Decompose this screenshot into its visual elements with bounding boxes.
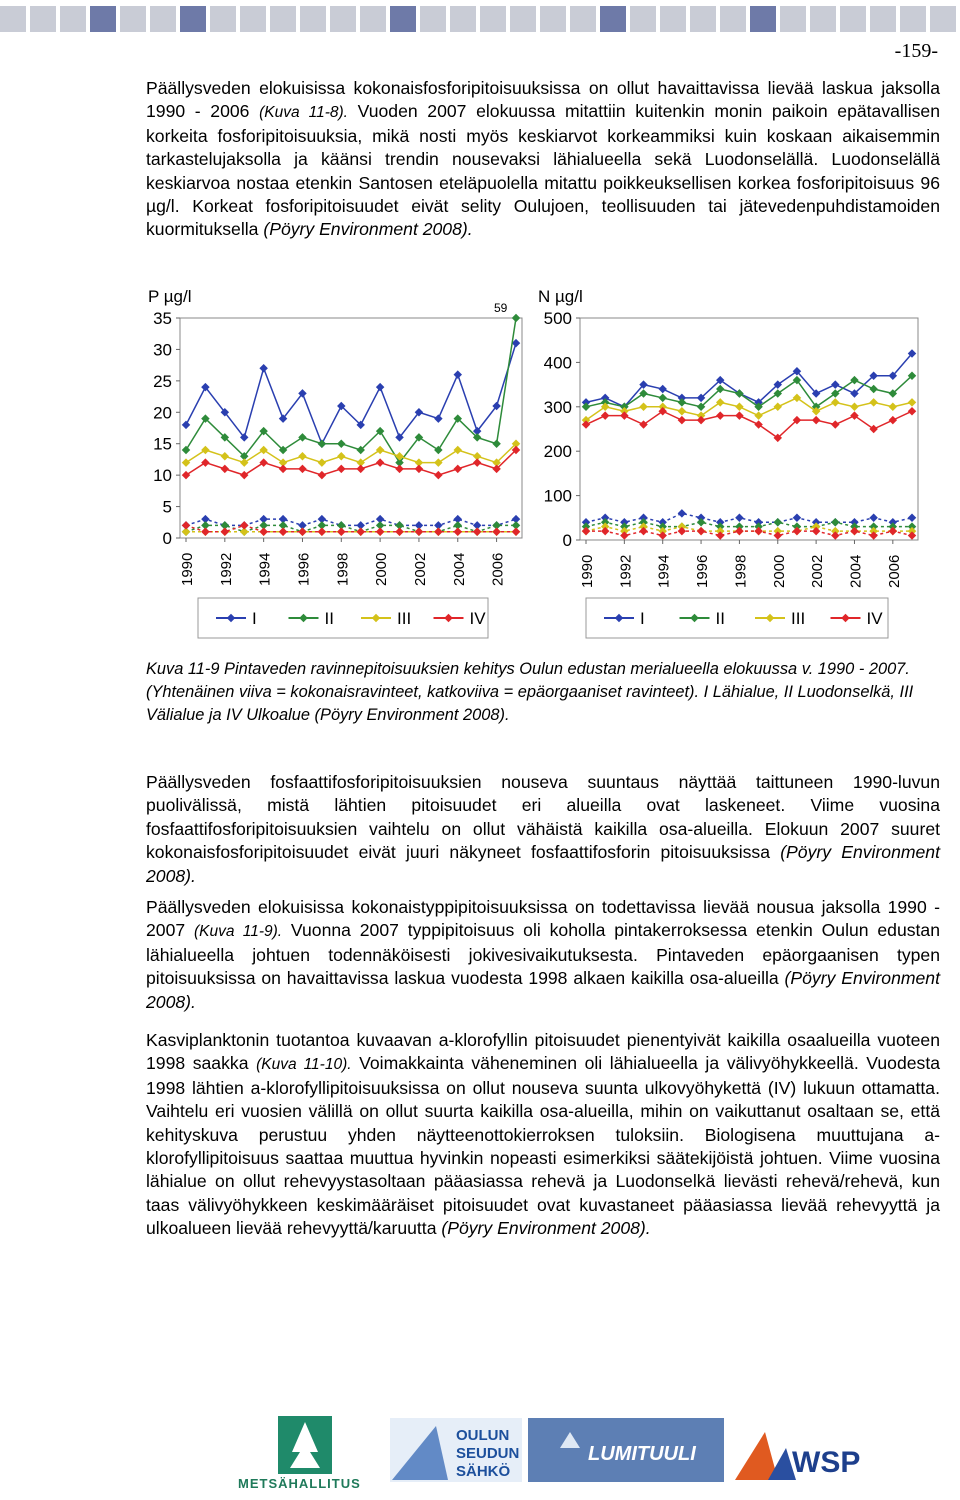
data-point xyxy=(434,458,442,466)
data-point xyxy=(697,416,705,424)
x-tick-label: 1994 xyxy=(655,554,673,588)
data-point xyxy=(182,521,190,529)
data-point xyxy=(793,527,801,535)
data-point xyxy=(356,465,364,473)
data-point xyxy=(908,398,916,406)
header-square xyxy=(120,6,146,32)
phosphorus-chart xyxy=(144,282,528,642)
x-tick-label: 1990 xyxy=(579,554,596,588)
header-square xyxy=(420,6,446,32)
data-point xyxy=(473,458,481,466)
legend-label-I: I xyxy=(640,609,645,628)
data-point xyxy=(754,527,762,535)
x-tick-label: 1996 xyxy=(694,554,712,588)
data-point xyxy=(601,411,609,419)
figure-reference: (Kuva 11-10). xyxy=(256,1056,352,1074)
data-point xyxy=(376,458,384,466)
data-point xyxy=(831,420,839,428)
header-square xyxy=(180,6,206,32)
data-point xyxy=(182,446,190,454)
header-square xyxy=(30,6,56,32)
data-point xyxy=(658,394,666,402)
data-point xyxy=(889,416,897,424)
paragraph-text: Vuonna 2007 typpipitoisuus oli koholla pintakerroksessa etenkin Oulun edustan lähialueella johtuen todennäköisesti jokivesivaikutuksesta. Pintaveden epäorgaanisen typen pitoisuuksissa on havaittavissa laskua vuodesta 1998 alkaen kaikilla osa-alueilla xyxy=(146,920,940,989)
header-square xyxy=(240,6,266,32)
data-point xyxy=(240,521,248,529)
data-point xyxy=(639,527,647,535)
header-square xyxy=(930,6,956,32)
header-square xyxy=(750,6,776,32)
y-tick-label: 15 xyxy=(153,434,172,454)
header-square xyxy=(60,6,86,32)
figure-reference: (Kuva 11-9). xyxy=(193,923,283,941)
data-point xyxy=(182,458,190,466)
dashed-series-line-IV xyxy=(586,531,912,535)
data-point xyxy=(298,433,306,441)
chart-annotation: 59 xyxy=(494,301,508,315)
header-square xyxy=(840,6,866,32)
data-point xyxy=(889,527,897,535)
data-point xyxy=(434,471,442,479)
data-point xyxy=(908,531,916,539)
data-point xyxy=(434,527,442,535)
data-point xyxy=(337,452,345,460)
header-square xyxy=(390,6,416,32)
chart-legend xyxy=(586,598,888,638)
data-point xyxy=(454,446,462,454)
page-number: -159- xyxy=(894,40,938,62)
legend-label-I: I xyxy=(252,609,257,628)
data-point xyxy=(678,509,686,517)
data-point xyxy=(850,527,858,535)
wsp-logo xyxy=(735,1432,860,1480)
data-point xyxy=(716,531,724,539)
data-point xyxy=(735,527,743,535)
header-square xyxy=(360,6,386,32)
oulun-word-2: SEUDUN xyxy=(456,1445,520,1462)
paragraph-text: Päällysveden fosfaattifosforipitoisuuksien nouseva suuntaus näyttää taittuneen 1990-luvun puolivälissä, mistä lähtien pitoisuudet eri alueilla ovat laskeneet. Viime vuosina fosfaattifosforipitoisuuksien vaihtelu on ollut vähäistä kaikilla osa-alueilla. Elokuun 2007 suuret kokonaisfosforipitoisuudet eivät juuri näkyneet fosfaattifosforin pitoisuuksissa xyxy=(146,772,940,863)
data-point xyxy=(376,446,384,454)
header-square xyxy=(570,6,596,32)
data-point xyxy=(434,414,442,422)
data-point xyxy=(415,527,423,535)
paragraph-text: Kasviplanktonin tuotantoa kuvaavan a-klorofyllin pitoisuudet pienentyivät kaikilla osaalueilla vuoteen 1998 saakka xyxy=(146,1030,940,1074)
data-point xyxy=(298,465,306,473)
data-point xyxy=(658,385,666,393)
data-point xyxy=(831,531,839,539)
y-tick-label: 300 xyxy=(543,397,572,417)
x-tick-label: 2000 xyxy=(373,552,391,586)
data-point xyxy=(908,407,916,415)
x-tick-label: 1990 xyxy=(179,552,196,586)
data-point xyxy=(774,531,782,539)
wsp-sail-icon xyxy=(735,1432,778,1480)
paragraph-nitrogen xyxy=(146,896,940,1014)
oulun-word-3: SÄHKÖ xyxy=(456,1463,511,1480)
x-tick-label: 1996 xyxy=(295,552,313,586)
phosphorus-chart-svg xyxy=(144,282,528,642)
data-point xyxy=(512,314,520,322)
y-tick-label: 5 xyxy=(162,497,172,517)
legend-label-IV: IV xyxy=(866,609,883,628)
y-axis-label: P µg/l xyxy=(148,287,192,306)
header-square xyxy=(330,6,356,32)
data-point xyxy=(869,385,877,393)
data-point xyxy=(318,471,326,479)
data-point xyxy=(735,403,743,411)
data-point xyxy=(812,527,820,535)
oulun-word-1: OULUN xyxy=(456,1427,510,1444)
y-tick-label: 200 xyxy=(543,442,572,462)
data-point xyxy=(259,364,267,372)
data-point xyxy=(774,518,782,526)
header-square xyxy=(300,6,326,32)
data-point xyxy=(889,403,897,411)
data-point xyxy=(793,514,801,522)
data-point xyxy=(716,411,724,419)
data-point xyxy=(601,527,609,535)
paragraph-text: Päällysveden elokuisissa kokonaistyppipitoisuuksissa on todettavissa lievää nousua jaksolla 1990 - 2007 xyxy=(146,897,940,941)
lumituuli-wordmark: LUMITUULI xyxy=(588,1443,696,1465)
data-point xyxy=(774,403,782,411)
plot-area xyxy=(580,318,918,540)
data-point xyxy=(454,370,462,378)
data-point xyxy=(259,458,267,466)
data-point xyxy=(850,403,858,411)
paragraph-phosphate xyxy=(146,771,940,888)
y-tick-label: 400 xyxy=(543,353,572,373)
data-point xyxy=(376,527,384,535)
dashed-series-line-I xyxy=(586,513,912,522)
figure-reference: (Kuva 11-8). xyxy=(259,104,348,122)
data-point xyxy=(473,527,481,535)
data-point xyxy=(908,514,916,522)
x-tick-label: 2006 xyxy=(489,552,507,586)
x-tick-label: 1994 xyxy=(256,552,274,586)
data-point xyxy=(259,446,267,454)
data-point xyxy=(337,439,345,447)
metsahallitus-logo xyxy=(238,1416,361,1491)
data-point xyxy=(395,465,403,473)
header-square xyxy=(780,6,806,32)
header-square xyxy=(150,6,176,32)
y-tick-label: 100 xyxy=(543,486,572,506)
series-line-II xyxy=(186,318,516,463)
data-point xyxy=(221,452,229,460)
header-square xyxy=(630,6,656,32)
header-square xyxy=(660,6,686,32)
citation: (Pöyry Environment 2008). xyxy=(441,1218,651,1239)
data-point xyxy=(512,527,520,535)
x-tick-label: 2004 xyxy=(847,554,865,588)
data-point xyxy=(697,518,705,526)
y-tick-label: 0 xyxy=(162,529,172,548)
data-point xyxy=(735,514,743,522)
y-tick-label: 20 xyxy=(153,403,172,423)
y-tick-label: 500 xyxy=(543,309,572,328)
header-square xyxy=(540,6,566,32)
data-point xyxy=(678,527,686,535)
data-point xyxy=(735,411,743,419)
x-tick-label: 2000 xyxy=(770,554,788,588)
data-point xyxy=(697,527,705,535)
header-square xyxy=(720,6,746,32)
data-point xyxy=(869,514,877,522)
data-point xyxy=(221,465,229,473)
data-point xyxy=(201,446,209,454)
metsahallitus-wordmark: METSÄHALLITUS xyxy=(238,1476,361,1491)
series-line-III xyxy=(586,398,912,420)
x-tick-label: 1998 xyxy=(732,554,750,588)
y-tick-label: 0 xyxy=(562,531,572,550)
data-point xyxy=(658,531,666,539)
legend-label-IV: IV xyxy=(469,609,486,628)
header-square xyxy=(870,6,896,32)
data-point xyxy=(298,527,306,535)
x-tick-label: 1998 xyxy=(334,552,352,586)
series-line-IV xyxy=(186,450,516,475)
data-point xyxy=(678,416,686,424)
oulun-seudun-sahko-logo xyxy=(390,1418,522,1482)
paragraph-text: Voimakkainta väheneminen oli lähialueella ja välivyöhykkeellä. Vuodesta 1998 lähtien a-klorofyllipitoisuuksissa on ollut nouseva suunta ulkovyöhykettä (IV) lukuun ottamatta. Vaihtelu eri vuosien välillä on ollut suurta kaikilla osa-alueilla, mihin on vaikuttanut osaltaan se, että kehityskuva perustuu yhden näytteenottokierroksen tuloksiin. Biologisena muuttujana a-klorofyllipitoisuus saattaa muuttua hyvinkin nopeasti esimerkiksi säätekijöistä johtuen. Viime vuosina lähialue on ollut rehevyystasoltaan pääasiassa rehevä ja Luodonselkä lievästi rehevä/rehevä, kun taas välivyöhykkeen keskimääräiset pitoisuudet ovat kuvastaneet pääasiassa lievää rehevyyttä ja ulkoalueen lievää rehevyyttä/karuutta xyxy=(146,1053,940,1239)
chart-legend xyxy=(198,598,488,638)
header-square xyxy=(810,6,836,32)
legend-label-III: III xyxy=(397,609,412,628)
data-point xyxy=(279,465,287,473)
paragraph-text: Vuoden 2007 elokuussa mitattiin kuitenkin monin paikoin epätavallisen korkeita fosforipitoisuuksia, mikä nosti myös keskiarvot korkeammiksi kuin koskaan aikaisemmin tarkastelujaksolla ja käänsi trendin nousevaksi lähialueella sekä Luodonselällä. Luodonselällä keskiarvoa nostaa etenkin Santosen eteläpuolella mitattu poikkeuksellisen korkea fosforipitoisuus 96 µg/l. Korkeat fosforipitoisuudet eivät selity Oulujoen, teollisuuden tai jätevedenpuhdistamoiden kuormituksella xyxy=(146,101,940,240)
sponsor-logos xyxy=(230,1412,870,1492)
header-square xyxy=(270,6,296,32)
data-point xyxy=(678,407,686,415)
data-point xyxy=(831,398,839,406)
legend-label-II: II xyxy=(715,609,725,628)
series-line-II xyxy=(586,376,912,407)
figure-caption: Kuva 11-9 Pintaveden ravinnepitoisuuksien kehitys Oulun edustan merialueella elokuussa v. 1990 - 2007. (Yhtenäinen viiva = kokonaisravinteet, katkoviiva = epäorgaaniset ravinteet). I Lähialue, II Luodonselkä, III Välialue ja IV Ulkoalue (Pöyry Environment 2008). xyxy=(146,660,914,724)
citation: (Pöyry Environment 2008). xyxy=(263,219,473,240)
data-point xyxy=(620,531,628,539)
data-point xyxy=(434,446,442,454)
data-point xyxy=(201,527,209,535)
paragraph-phosphorus xyxy=(146,77,940,242)
data-point xyxy=(869,398,877,406)
header-square xyxy=(210,6,236,32)
series-line-IV xyxy=(586,411,912,438)
data-point xyxy=(240,458,248,466)
data-point xyxy=(221,527,229,535)
y-axis-label: N µg/l xyxy=(538,287,583,306)
data-point xyxy=(356,527,364,535)
legend-label-III: III xyxy=(791,609,806,628)
data-point xyxy=(869,531,877,539)
paragraph-chlorophyll xyxy=(146,1029,940,1241)
dashed-series-line-II xyxy=(586,522,912,526)
x-tick-label: 2004 xyxy=(450,552,468,586)
data-point xyxy=(337,527,345,535)
legend-label-II: II xyxy=(324,609,334,628)
header-decoration-strip xyxy=(0,0,960,32)
x-tick-label: 2006 xyxy=(885,554,903,588)
data-point xyxy=(376,383,384,391)
logos-svg xyxy=(230,1412,870,1492)
data-point xyxy=(678,398,686,406)
data-point xyxy=(240,471,248,479)
paragraph-text: Päällysveden elokuisissa kokonaisfosforipitoisuuksissa on ollut havaittavissa lievää laskua jaksolla 1990 - 2006 xyxy=(146,78,940,122)
data-point xyxy=(318,527,326,535)
citation: (Pöyry Environment 2008). xyxy=(146,842,940,886)
data-point xyxy=(201,458,209,466)
data-point xyxy=(182,421,190,429)
y-tick-label: 25 xyxy=(153,371,172,391)
data-point xyxy=(582,403,590,411)
data-point xyxy=(318,458,326,466)
x-tick-label: 2002 xyxy=(411,552,429,586)
data-point xyxy=(582,527,590,535)
y-tick-label: 30 xyxy=(153,340,172,360)
header-square xyxy=(480,6,506,32)
data-point xyxy=(492,527,500,535)
data-point xyxy=(492,439,500,447)
series-line-I xyxy=(186,343,516,444)
data-point xyxy=(415,465,423,473)
data-point xyxy=(182,471,190,479)
citation: (Pöyry Environment 2008). xyxy=(146,968,940,1012)
data-point xyxy=(620,411,628,419)
nitrogen-chart-svg xyxy=(534,282,926,642)
data-point xyxy=(831,518,839,526)
data-point xyxy=(318,439,326,447)
data-point xyxy=(754,411,762,419)
data-point xyxy=(454,465,462,473)
data-point xyxy=(259,527,267,535)
header-square xyxy=(0,6,26,32)
data-point xyxy=(454,527,462,535)
header-square xyxy=(600,6,626,32)
data-point xyxy=(812,416,820,424)
y-tick-label: 35 xyxy=(153,309,172,328)
x-tick-label: 1992 xyxy=(617,554,635,588)
lumituuli-logo xyxy=(528,1418,724,1482)
header-square xyxy=(90,6,116,32)
header-square xyxy=(690,6,716,32)
header-square xyxy=(450,6,476,32)
data-point xyxy=(639,403,647,411)
data-point xyxy=(279,527,287,535)
header-square xyxy=(510,6,536,32)
plot-area xyxy=(180,318,522,538)
y-tick-label: 10 xyxy=(153,466,172,486)
data-point xyxy=(337,465,345,473)
header-square xyxy=(900,6,926,32)
x-tick-label: 2002 xyxy=(809,554,827,588)
nitrogen-chart xyxy=(534,282,926,642)
data-point xyxy=(831,380,839,388)
dashed-series-line-I xyxy=(186,519,516,525)
data-point xyxy=(582,420,590,428)
data-point xyxy=(298,452,306,460)
wsp-wordmark: WSP xyxy=(792,1446,861,1479)
x-tick-label: 1992 xyxy=(217,552,235,586)
data-point xyxy=(395,527,403,535)
